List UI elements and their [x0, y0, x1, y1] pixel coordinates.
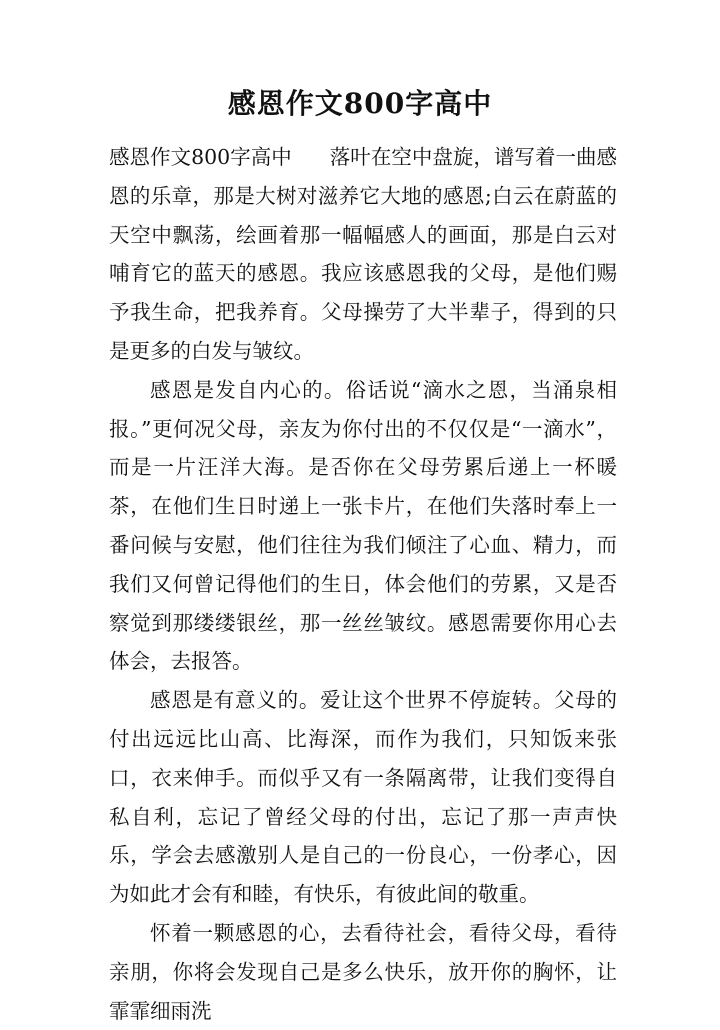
paragraph-2: 感恩是发自内心的。俗话说“滴水之恩，当涌泉相报。”更何况父母，亲友为你付出的不仅仅是“一滴水”，而是一片汪洋大海。是否你在父母劳累后递上一杯暖茶，在他们生日时递上一张卡片，在他们失落时奉上一番问候与安慰，他们往往为我们倾注了心血、精力，而我们又何曾记得他们的生日，体会他们的劳累，又是否察觉到那缕缕银丝，那一丝丝皱纹。感恩需要你用心去体会，去报答。	[109, 377, 617, 674]
paragraph-4: 怀着一颗感恩的心，去看待社会，看待父母，看待亲朋，你将会发现自己是多么快乐，放开你的胸怀，让霏霏细雨洗	[109, 920, 617, 1023]
paragraph-1	[109, 138, 617, 371]
paragraph-3: 感恩是有意义的。爱让这个世界不停旋转。父母的付出远远比山高、比海深，而作为我们，只知饭来张口，衣来伸手。而似乎又有一条隔离带，让我们变得自私自利，忘记了曾经父母的付出，忘记了那一声声快乐，学会去感激别人是自己的一份良心，一份孝心，因为如此才会有和睦，有快乐，有彼此间的敬重。	[109, 688, 617, 907]
paragraph-1-text: 落叶在空中盘旋，谱写着一曲感恩的乐章，那是大树对滋养它大地的感恩;白云在蔚蓝的天空中飘荡，绘画着那一幅幅感人的画面，那是白云对哺育它的蓝天的感恩。我应该感恩我的父母，是他们赐予我生命，把我养育。父母操劳了大半辈子，得到的只是更多的白发与皱纹。	[109, 145, 617, 363]
document-body	[109, 138, 617, 1030]
document-title: 感恩作文800字高中	[227, 87, 493, 120]
intro-heading: 感恩作文800字高中	[109, 145, 292, 169]
